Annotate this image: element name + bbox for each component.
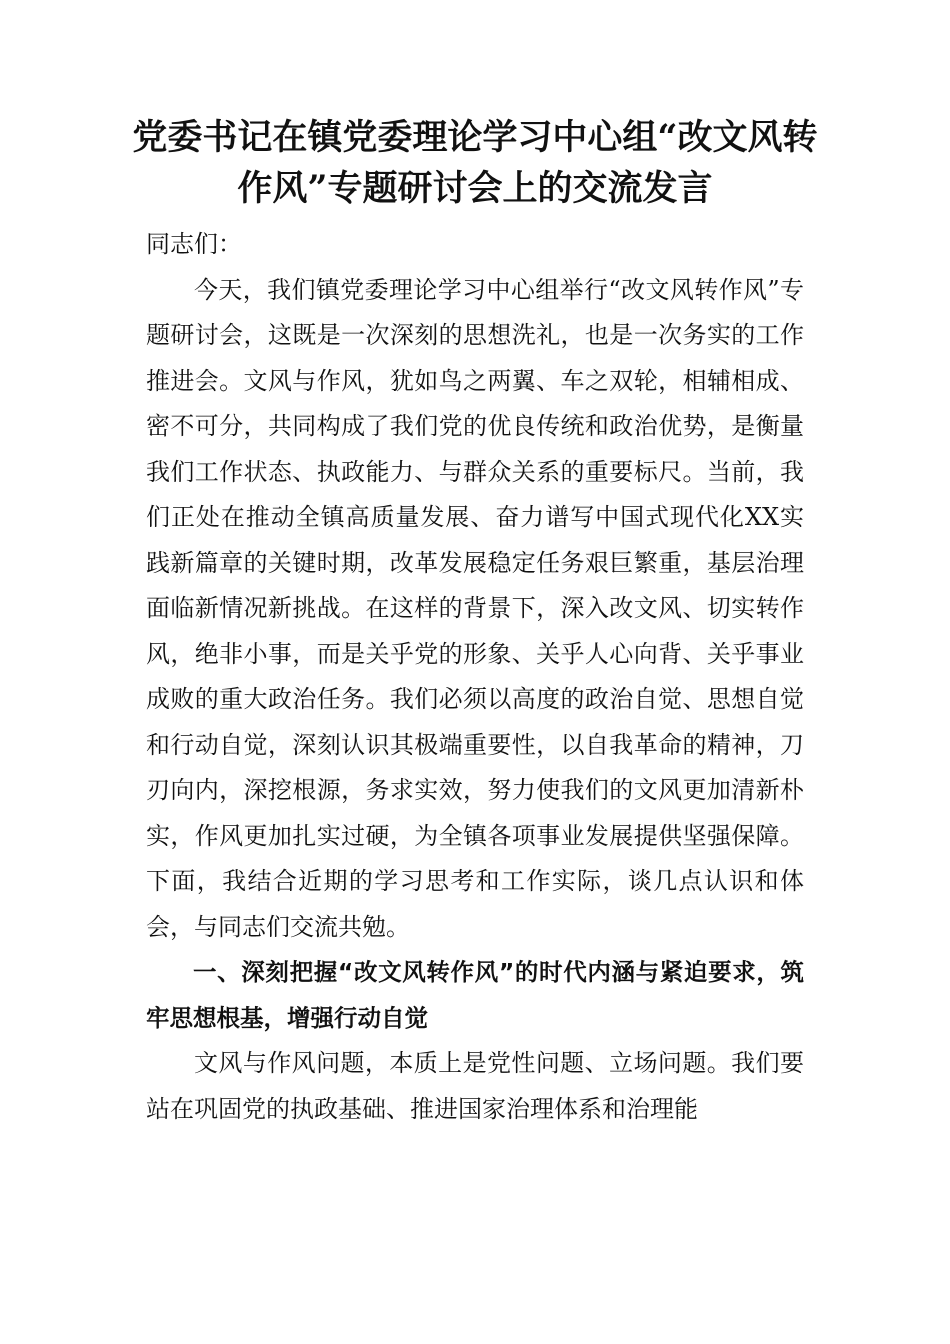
salutation: 同志们： — [146, 230, 242, 258]
intro-paragraph: 今天，我们镇党委理论学习中心组举行“改文风转作风”专题研讨会，这既是一次深刻的思想洗礼，也是一次务实的工作推进会。文风与作风，犹如鸟之两翼、车之双轮，相辅相成、密不可分，共同构成了我们党的优良传统和政治优势，是衡量我们工作状态、执政能力、与群众关系的重要标尺。当前，我们正处在推动全镇高质量发展、奋力谱写中国式现代化XX实践新篇章的关键时期，改革发展稳定任务艰巨繁重，基层治理面临新情况新挑战。在这样的背景下，深入改文风、切实转作风，绝非小事，而是关乎党的形象、关乎人心向背、关乎事业成败的重大政治任务。我们必须以高度的政治自觉、思想自觉和行动自觉，深刻认识其极端重要性，以自我革命的精神，刀刃向内，深挖根源，务求实效，努力使我们的文风更加清新朴实，作风更加扎实过硬，为全镇各项事业发展提供坚强保障。下面，我结合近期的学习思考和工作实际，谈几点认识和体会，与同志们交流共勉。 — [146, 275, 804, 941]
document-title: 党委书记在镇党委理论学习中心组“改文风转作风”专题研讨会上的交流发言 — [132, 117, 818, 209]
document-body — [146, 222, 804, 1132]
section-heading-1: 一、深刻把握“改文风转作风”的时代内涵与紧迫要求，筑牢思想根基，增强行动自觉 — [146, 958, 804, 1032]
section-1-paragraph: 文风与作风问题，本质上是党性问题、立场问题。我们要站在巩固党的执政基础、推进国家治理体系和治理能 — [146, 1049, 804, 1123]
